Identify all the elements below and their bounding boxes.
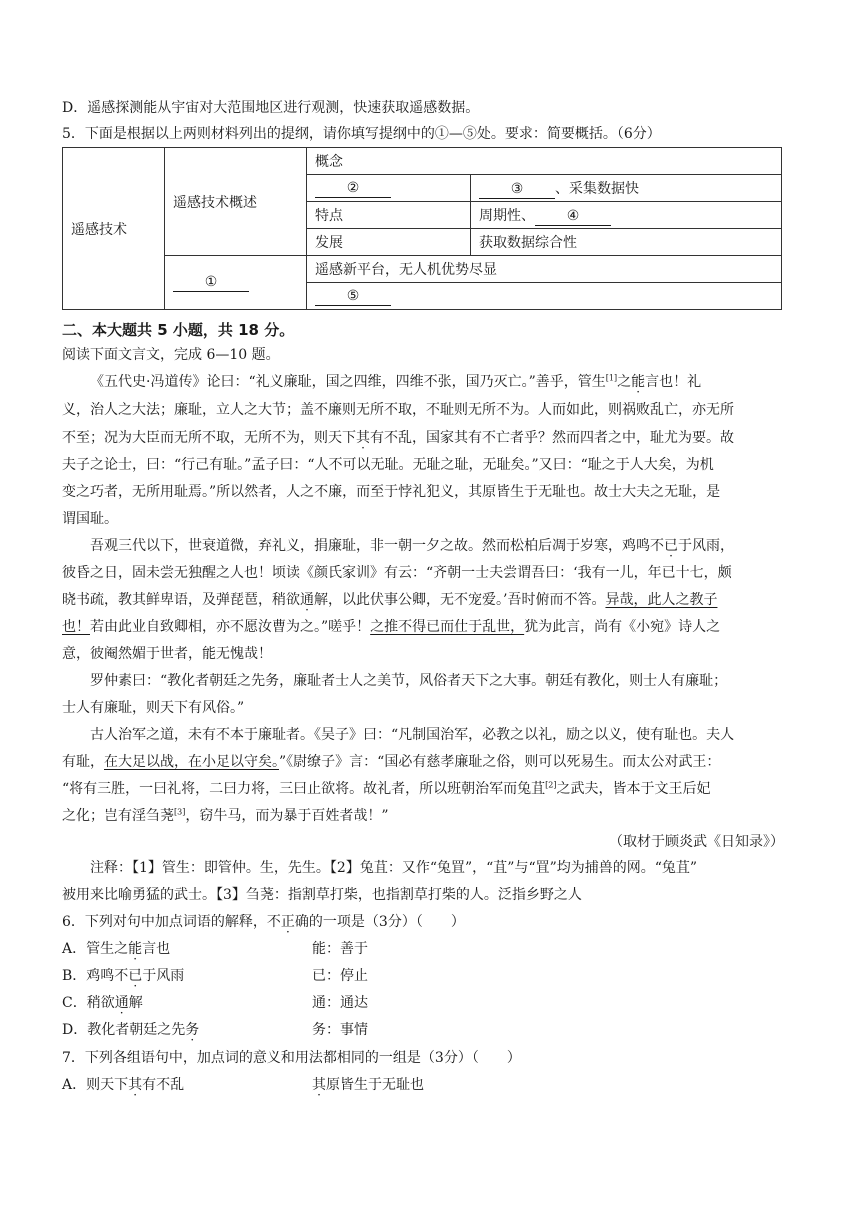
outline-development: 发展: [307, 229, 471, 256]
blank-5[interactable]: ⑤: [315, 287, 391, 306]
q6-option-c[interactable]: [62, 993, 143, 1013]
passage-text: “将有三胜，一曰礼将，二曰力将，三曰止欲将。故礼者，所以班朝治军而兔苴: [62, 781, 546, 797]
option-label: A．: [62, 941, 87, 957]
passage-line: [62, 590, 717, 610]
dotted-word: 已: [128, 968, 143, 984]
option-text: 言也: [142, 941, 171, 957]
passage-line: 罗仲素曰：“教化者朝廷之先务，廉耻者士人之美节，风俗者天下之大事。朝廷有教化，则士人有廉耻；: [90, 673, 728, 689]
notes-line: 被用来比喻勇猛的武士。【3】刍荛：指割草打柴，也指割草打柴的人。泛指乡野之人: [62, 887, 582, 903]
dotted-word: 其: [356, 430, 370, 446]
periodic-text: 周期性、: [479, 207, 535, 224]
passage-text: 之武夫，皆本于文王后妃: [556, 781, 711, 797]
underlined-sentence: 之推不得已而仕于乱世，: [370, 619, 525, 635]
passage-text: 吾观三代以下，世衰道微，弃礼义，捐廉耻，非一朝一夕之故。然而松柏后凋于岁寒，鸡鸣不: [90, 538, 664, 554]
q6-emphasis: 不正确: [266, 914, 309, 930]
passage-line: [62, 428, 734, 448]
note-marker: [1]: [605, 373, 618, 383]
q6-option-c-meaning: 通：通达: [312, 995, 368, 1011]
option-text: 鸡鸣不: [86, 968, 129, 984]
option-text: 于风雨: [142, 968, 185, 984]
option-text: 管生之: [86, 941, 129, 957]
option-label: C．: [62, 995, 87, 1011]
blank-3[interactable]: ③: [479, 180, 555, 199]
passage-line: [62, 617, 720, 637]
passage-text: ，窃牛马，而为暴于百姓者哉！”: [185, 808, 389, 824]
passage-line: 夫子之论士，曰：“行己有耻。”孟子曰：“人不可以无耻。无耻之耻，无耻矣。”又曰：“耻之于人大矣，为机: [62, 457, 714, 473]
passage-line: 意，彼阉然媚于世者，能无愧哉！: [62, 646, 272, 662]
passage-text: 之: [617, 374, 632, 390]
section2-heading: 二、本大题共 5 小题，共 18 分。: [62, 321, 295, 339]
dotted-word: 已: [664, 538, 678, 554]
option-label: A．: [62, 1077, 87, 1093]
passage-text: 《五代史·冯道传》论曰：“礼义廉耻，国之四维，四维不张，国乃灭亡。”善乎，管生: [90, 374, 606, 390]
q6-option-b[interactable]: [62, 966, 184, 986]
dotted-word: 其: [312, 1077, 326, 1093]
underlined-sentence: 在大足以战，在小足以守矣。: [104, 754, 279, 770]
passage-text: 解，以此伏事公卿，无不宠爱。’吾时俯而不答。: [314, 592, 606, 608]
passage-text: 犹为此言，尚有《小宛》诗人之: [524, 619, 721, 635]
option-label: D．: [62, 1022, 88, 1038]
passage-text: 不至；况为大臣而无所不取，无所不为，则天下: [62, 430, 356, 446]
passage-line: 士人有廉耻，则天下有风俗。”: [62, 700, 245, 716]
instruction: 阅读下面文言文，完成 6—10 题。: [62, 347, 280, 363]
outline-blank-4-cell: [471, 202, 782, 229]
outline-new-platform: 遥感新平台，无人机优势尽显: [307, 256, 782, 283]
dotted-word: 通: [114, 995, 129, 1011]
outline-comprehensive: 获取数据综合性: [471, 229, 782, 256]
passage-text: ”《尉缭子》言：“国必有慈孝廉耻之俗，则可以死易生。而太公对武王：: [279, 754, 721, 770]
dotted-word: 能: [631, 374, 646, 390]
option-text: 教化者朝廷之先: [87, 1022, 186, 1038]
option-text: 有不乱: [142, 1077, 185, 1093]
passage-text: 晓书疏，教其鲜卑语，及弹琵琶，稍欲: [62, 592, 300, 608]
option-text: 稍欲: [86, 995, 115, 1011]
option-text: 解: [128, 995, 143, 1011]
underlined-sentence: 异哉，此人之教子: [605, 592, 718, 608]
blank-4[interactable]: ④: [535, 207, 611, 226]
underlined-sentence: 也！: [62, 619, 90, 635]
q6-option-a[interactable]: [62, 939, 170, 959]
passage-line: 古人治军之道，未有不本于廉耻者。《吴子》曰：“凡制国治军，必教之以礼，励之以义，使有耻也。夫人: [90, 727, 735, 743]
q6-option-d[interactable]: [62, 1020, 199, 1040]
outline-table: [62, 147, 782, 310]
option-text: 原皆生于无耻也: [326, 1077, 424, 1093]
q6-prompt: [62, 912, 465, 932]
option-text: 则天下: [86, 1077, 129, 1093]
passage-line: [62, 752, 720, 772]
q6-option-d-meaning: 务：事情: [312, 1022, 368, 1038]
outline-blank-1-cell: [165, 256, 307, 310]
q6-option-b-meaning: 已：停止: [312, 968, 368, 984]
outline-blank-5-cell: [307, 283, 782, 310]
outline-feature: 特点: [307, 202, 471, 229]
passage-line: [90, 536, 734, 556]
outline-concept: 概念: [307, 148, 782, 175]
q6-option-a-meaning: 能：善于: [312, 941, 368, 957]
passage-text: 若由此业自致卿相，亦不愿汝曹为之。”嗟乎！: [90, 619, 371, 635]
q7-option-a[interactable]: [62, 1075, 184, 1095]
passage-source: （取材于顾炎武《日知录》）: [609, 834, 784, 850]
dotted-word: 通: [300, 592, 314, 608]
passage-line: 变之巧者，无所用耻焉。”所以然者，人之不廉，而至于悖礼犯义，其原皆生于无耻也。故士大夫之无耻，是: [62, 484, 721, 500]
passage-line: 彼昏之日，固未尝无独醒之人也！顷读《颜氏家训》有云：“齐朝一士夫尝谓吾曰：‘我有一儿，年已十七，颇: [62, 565, 732, 581]
q6-prompt-text: 的一项是（3分）（ ）: [308, 914, 465, 930]
passage-text: 有不乱，国家其有不亡者乎？然而四者之中，耻尤为要。故: [370, 430, 734, 446]
outline-root: 遥感技术: [63, 148, 165, 310]
outline-blank-2-cell: [307, 175, 471, 202]
q5-prompt: 5．下面是根据以上两则材料列出的提纲，请你填写提纲中的①—⑤处。要求：简要概括。（6分）: [62, 126, 661, 142]
passage-line: [62, 806, 389, 826]
q4-option-d: D．遥感探测能从宇宙对大范围地区进行观测，快速获取遥感数据。: [62, 100, 480, 116]
q6-prompt-text: 6．下列对句中加点词语的解释，: [62, 914, 267, 930]
passage-line: 义，治人之大法；廉耻，立人之大节；盖不廉则无所不取，不耻则无所不为。人而如此，则祸败乱亡，亦无所: [62, 402, 734, 418]
blank-1[interactable]: ①: [173, 273, 249, 292]
passage-text: 言也！礼: [645, 374, 702, 390]
dotted-word: 务: [185, 1022, 200, 1038]
collect-fast-text: 、采集数据快: [555, 180, 639, 197]
dotted-word: 其: [128, 1077, 143, 1093]
option-label: B．: [62, 968, 87, 984]
passage-line: [90, 372, 701, 392]
note-marker: [2]: [545, 780, 557, 790]
passage-text: 之化；岂有淫刍荛: [62, 808, 174, 824]
passage-line: 谓国耻。: [62, 511, 118, 527]
q7-prompt: 7．下列各组语句中，加点词的意义和用法都相同的一组是（3分）（ ）: [62, 1050, 521, 1066]
outline-overview: 遥感技术概述: [165, 148, 307, 256]
passage-text: 于风雨，: [678, 538, 734, 554]
dotted-word: 能: [128, 941, 143, 957]
notes-line: 注释：【1】管生：即管仲。生，先生。【2】兔苴：又作“兔罝”，“苴”与“罝”均为捕兽的网。“兔苴”: [90, 860, 698, 876]
passage-line: [62, 779, 711, 799]
blank-2[interactable]: ②: [315, 179, 391, 198]
outline-blank-3-cell: [471, 175, 782, 202]
note-marker: [3]: [174, 807, 186, 817]
q7-option-a-right: [312, 1075, 424, 1095]
passage-text: 有耻，: [62, 754, 104, 770]
